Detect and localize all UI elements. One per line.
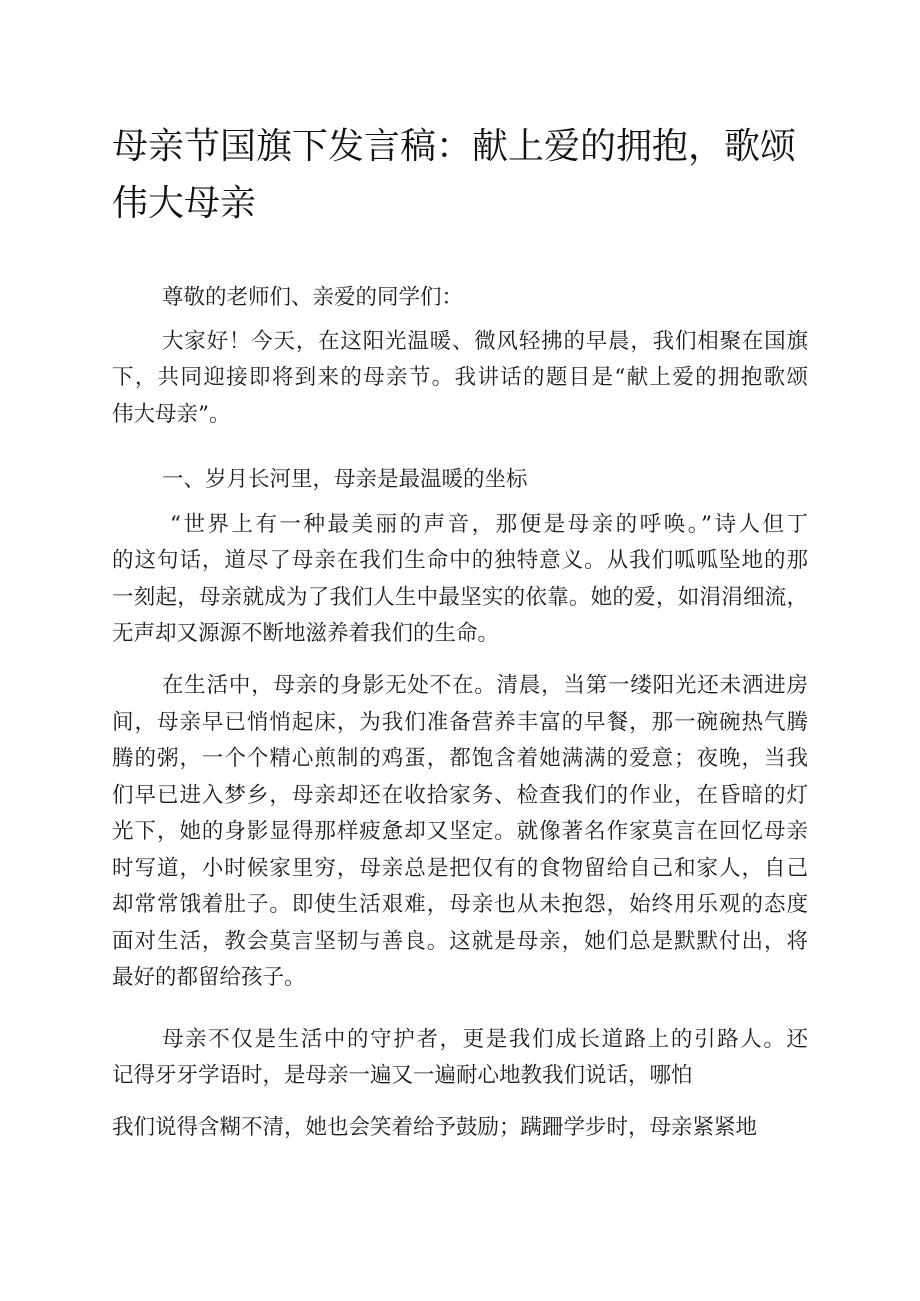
text-line: 的这句话，道尽了母亲在我们生命中的独特意义。从我们呱呱坠地的那	[112, 548, 808, 573]
text-line: “世界上有一种最美丽的声音，那便是母亲的呼唤。”诗人但丁	[170, 512, 808, 537]
text-line: 我们说得含糊不清，她也会笑着给予鼓励；蹒跚学步时，母亲紧紧地	[112, 1115, 758, 1140]
text-line: 无声却又源源不断地滋养着我们的生命。	[112, 621, 500, 646]
text-line: 时写道，小时候家里穷，母亲总是把仅有的食物留给自己和家人，自己	[112, 856, 808, 881]
text-line: 大家好！今天，在这阳光温暖、微风轻拂的早晨，我们相聚在国旗	[162, 329, 808, 354]
text-line: 光下，她的身影显得那样疲惫却又坚定。就像著名作家莫言在回忆母亲	[112, 819, 808, 844]
document-title: 母亲节国旗下发言稿：献上爱的拥抱，歌颂伟大母亲	[112, 126, 797, 224]
text-line: 间，母亲早已悄悄起床，为我们准备营养丰富的早餐，那一碗碗热气腾	[112, 710, 808, 735]
text-line: 却常常饿着肚子。即使生活艰难，母亲也从未抱怨，始终用乐观的态度	[112, 892, 808, 917]
section-heading: 一、岁月长河里，母亲是最温暖的坐标	[162, 467, 528, 492]
text-line: 们早已进入梦乡，母亲却还在收拾家务、检查我们的作业，在昏暗的灯	[112, 783, 808, 808]
salutation-line: 尊敬的老师们、亲爱的同学们：	[162, 285, 464, 310]
text-line: 一刻起，母亲就成为了我们人生中最坚实的依靠。她的爱，如涓涓细流，	[112, 585, 808, 610]
text-line: 腾的粥，一个个精心煎制的鸡蛋，都饱含着她满满的爱意；夜晚，当我	[112, 746, 808, 771]
text-line: 下，共同迎接即将到来的母亲节。我讲话的题目是“献上爱的拥抱歌颂	[112, 365, 808, 390]
text-line: 最好的都留给孩子。	[112, 965, 306, 990]
text-line: 在生活中，母亲的身影无处不在。清晨，当第一缕阳光还未洒进房	[162, 673, 808, 698]
text-line: 面对生活，教会莫言坚韧与善良。这就是母亲，她们总是默默付出，将	[112, 929, 808, 954]
text-line: 记得牙牙学语时，是母亲一遍又一遍耐心地教我们说话，哪怕	[112, 1063, 693, 1088]
text-line: 伟大母亲”。	[112, 402, 231, 427]
text-line: 母亲不仅是生活中的守护者，更是我们成长道路上的引路人。还	[162, 1027, 808, 1052]
